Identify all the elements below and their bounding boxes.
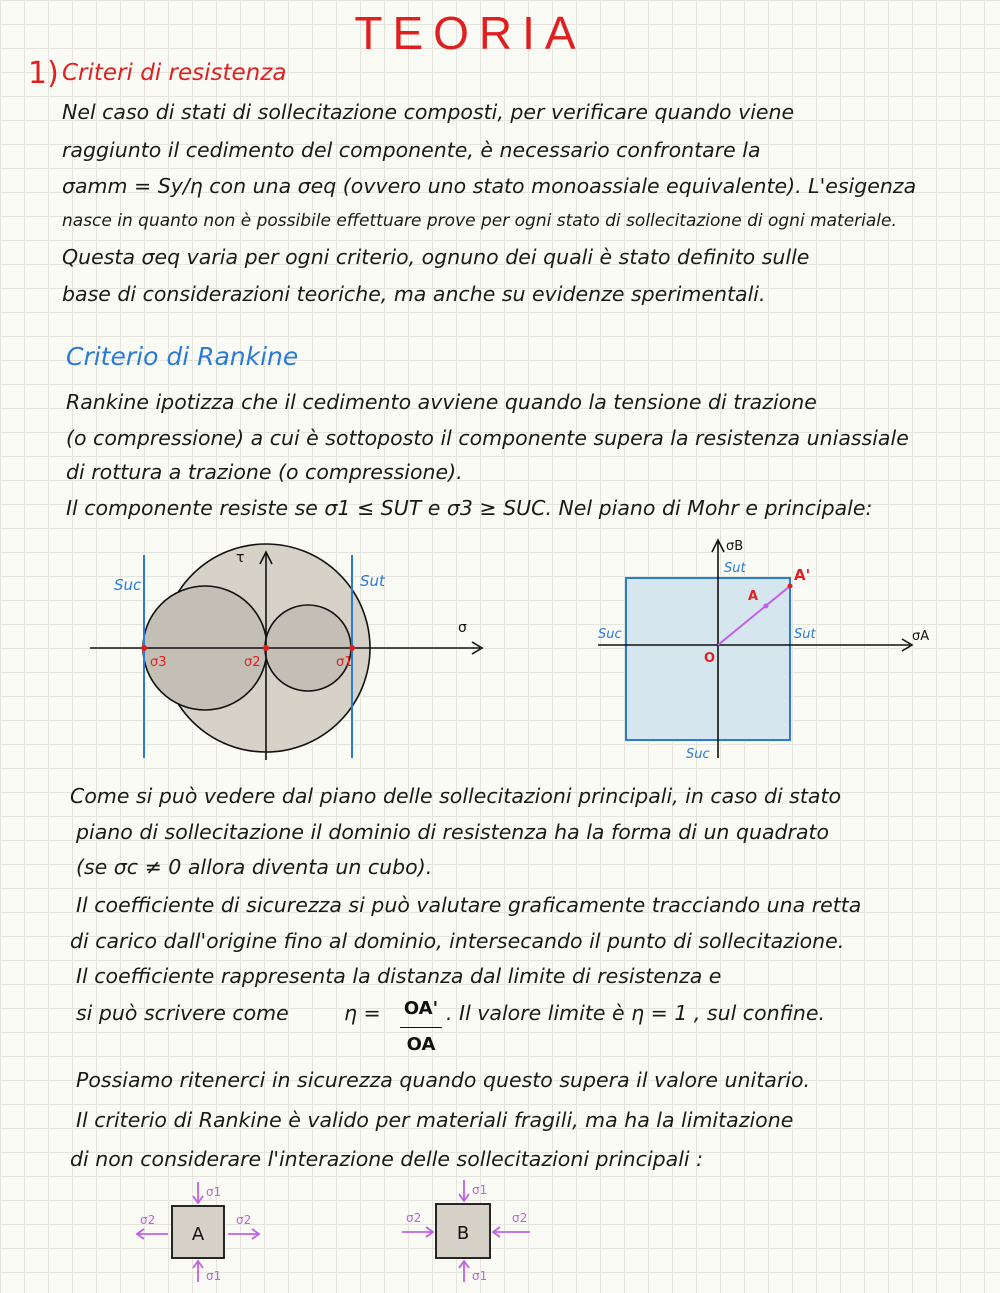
element-a-s1-top: σ1 [206,1185,222,1199]
body-line: di carico dall'origine fino al dominio, intersecando il punto di sollecitazione. [70,929,845,953]
body-line: Il coefficiente rappresenta la distanza dal limite di resistenza e [76,964,722,988]
page-title: TEORIA [354,7,586,59]
mohr-circle-diagram [80,540,510,770]
sigma1-label: σ1 [336,655,353,670]
point-a-prime-marker [788,584,793,589]
formula-lhs: η = [344,1001,381,1025]
element-a-s2-left: σ2 [140,1213,156,1227]
element-a-s1-bottom: σ1 [206,1269,222,1283]
principal-stress-diagram [590,534,950,766]
body-line: Il coefficiente di sicurezza si può valutare graficamente tracciando una retta [76,893,862,917]
rankine-line: Rankine ipotizza che il cedimento avviene quando la tensione di trazione [66,390,817,414]
rankine-line: (o compressione) a cui è sottoposto il componente supera la resistenza uniassiale [66,426,909,450]
rankine-line: di rottura a trazione (o compressione). [66,460,463,484]
element-b-s1-top: σ1 [472,1183,488,1197]
element-a-s2-right: σ2 [236,1213,252,1227]
element-a-diagram [130,1176,270,1286]
body-line: piano di sollecitazione il dominio di resistenza ha la forma di un quadrato [76,820,830,844]
sigma-axis-label: σ [458,620,467,636]
rankine-heading: Criterio di Rankine [66,342,299,371]
body-line: Possiamo ritenerci in sicurezza quando questo supera il valore unitario. [76,1068,811,1092]
sigma-b-label: σB [726,539,744,554]
suc-left-label: Suc [598,627,622,642]
formula-denominator: OA [406,1034,436,1055]
formula-fraction-bar [400,1027,442,1028]
origin-label: O [704,651,716,666]
sut-top-label: Sut [724,561,746,576]
intro-line: Nel caso di stati di sollecitazione composti, per verificare quando viene [62,100,795,124]
body-line: di non considerare l'interazione delle sollecitazioni principali : [70,1147,704,1171]
tau-axis-label: τ [236,550,245,566]
suc-bottom-label: Suc [686,747,710,762]
element-b-s1-bottom: σ1 [472,1269,488,1283]
element-b-diagram [394,1176,544,1286]
body-line: (se σc ≠ 0 allora diventa un cubo). [76,855,433,879]
intro-line: base di considerazioni teoriche, ma anche su evidenze sperimentali. [62,282,766,306]
sigma3-label: σ3 [150,655,167,670]
sigma2-label: σ2 [244,655,261,670]
section-number: 1) [28,56,59,91]
sut-right-label: Sut [794,627,816,642]
rankine-line: Il componente resiste se σ1 ≤ SUT e σ3 ≥ SUC. Nel piano di Mohr e principale: [66,496,873,520]
point-a-prime-label: A' [794,566,811,584]
suc-label: Suc [114,576,142,594]
intro-line: σamm = Sy/η con una σeq (ovvero uno stato monoassiale equivalente). L'esigenza [62,174,917,198]
body-line: Come si può vedere dal piano delle sollecitazioni principali, in caso di stato [70,784,842,808]
formula-numerator: OA' [403,998,439,1019]
body-line: Il criterio di Rankine è valido per materiali fragili, ma ha la limitazione [76,1108,794,1132]
intro-line: nasce in quanto non è possibile effettuare prove per ogni stato di sollecitazione di ogni materiale. [62,211,897,231]
body-line: si può scrivere come [76,1001,289,1025]
point-a-label: A [748,589,759,604]
element-a-label: A [191,1224,205,1245]
section-heading: Criteri di resistenza [62,60,287,86]
intro-line: raggiunto il cedimento del componente, è necessario confrontare la [62,138,761,162]
element-b-label: B [456,1223,470,1244]
formula-after: . Il valore limite è η = 1 , sul confine. [446,1001,825,1025]
element-b-s2-left: σ2 [406,1211,422,1225]
intro-line: Questa σeq varia per ogni criterio, ognuno dei quali è stato definito sulle [62,245,810,269]
sut-label: Sut [360,572,385,590]
element-b-s2-right: σ2 [512,1211,528,1225]
point-a-marker [764,604,769,609]
sigma-a-label: σA [912,629,930,644]
